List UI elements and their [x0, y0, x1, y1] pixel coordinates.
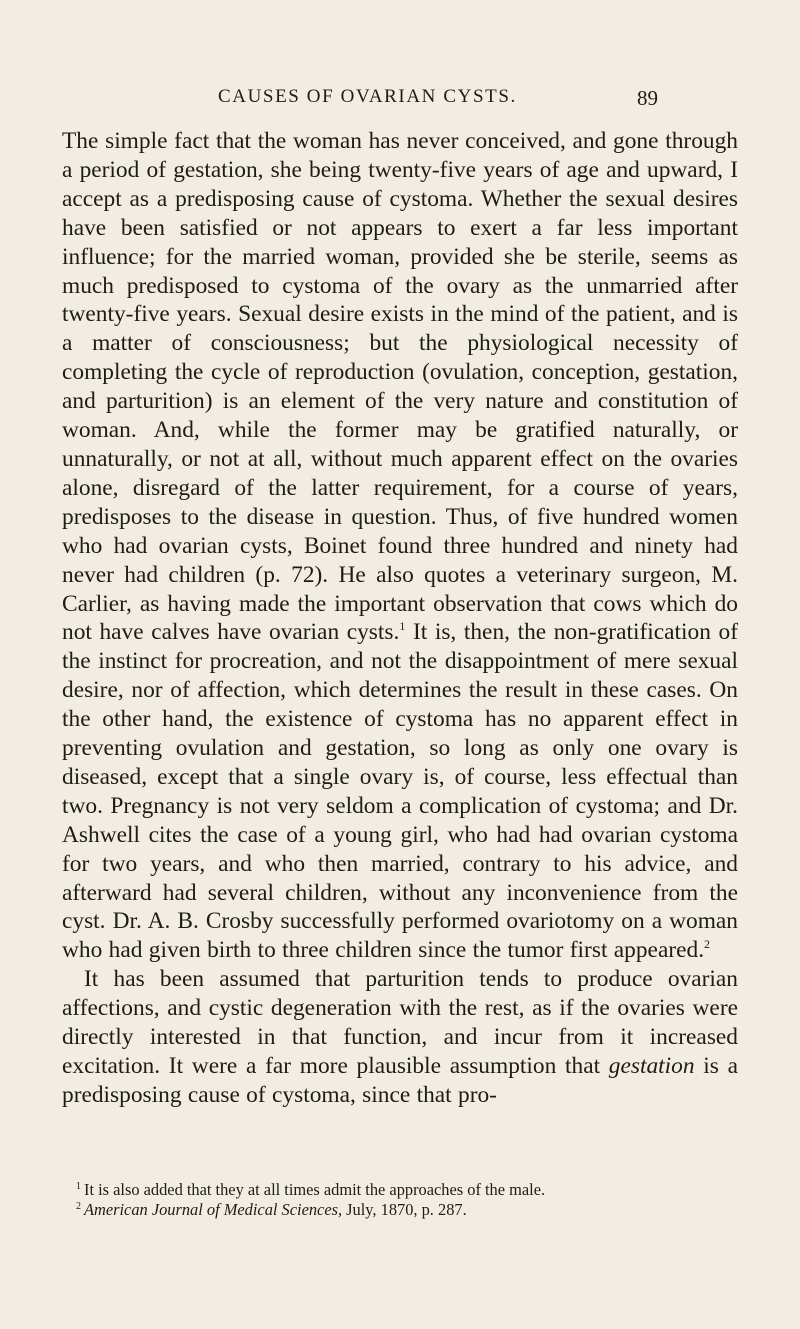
footnote-2-journal: American Journal of Medical Sciences,: [84, 1200, 343, 1219]
footnote-2: [62, 1200, 738, 1220]
footnote-2-mark: 2: [76, 1201, 81, 1212]
running-title: CAUSES OF OVARIAN CYSTS.: [218, 86, 517, 107]
footnote-ref-2: 2: [704, 937, 711, 952]
footnote-ref-1: 1: [399, 619, 406, 634]
page-number: 89: [637, 86, 658, 110]
footnote-1-mark: 1: [76, 1181, 81, 1192]
footnote-1: [62, 1180, 738, 1200]
paragraph-2-part-b: is a predisposing cause of cystoma, since that pro-: [62, 1053, 738, 1108]
paragraph-2: [62, 965, 738, 1110]
paragraph-2-part-a: It has been assumed that parturition tends to produce ovarian affections, and cystic degeneration with the rest, as if the ovaries were directly interested in that function, and incur from it increased excitation. It were a far more plausible assumption that: [62, 966, 738, 1079]
body-text: [62, 127, 738, 1110]
paragraph-1-part-b: It is, then, the non-gratification of the instinct for procreation, and not the disappointment of mere sexual desire, nor of affection, which determines the result in these cases. On the other hand, the existence of cystoma has no apparent effect in preventing ovulation and gestation, so long as only one ovary is diseased, except that a single ovary is, of course, less effectual than two. Pregnancy is not very seldom a complication of cystoma; and Dr. Ashwell cites the case of a young girl, who had had ovarian cystoma for two years, and who then married, contrary to his advice, and afterward had several children, without any inconvenience from the cyst. Dr. A. B. Crosby successfully performed ovariotomy on a woman who had given birth to three children since the tumor first appeared.: [62, 619, 738, 964]
footnotes: [62, 1180, 738, 1220]
paragraph-2-emphasis: gestation: [608, 1053, 695, 1079]
paragraph-1: [62, 127, 738, 965]
footnote-1-text: It is also added that they at all times admit the approaches of the male.: [84, 1180, 546, 1199]
paragraph-1-part-a: The simple fact that the woman has never conceived, and gone through a period of gestation, she being twenty-five years of age and upward, I accept as a predisposing cause of cystoma. Whether the sexual desires have been satisfied or not appears to exert a far less important influence; for the married woman, provided she be sterile, seems as much predisposed to cystoma of the ovary as the unmarried after twenty-five years. Sexual desire exists in the mind of the patient, and is a matter of consciousness; but the physiological necessity of completing the cycle of reproduction (ovulation, conception, gestation, and parturition) is an element of the very nature and constitution of woman. And, while the former may be gratified naturally, or unnaturally, or not at all, without much apparent effect on the ovaries alone, disregard of the latter requirement, for a course of years, predisposes to the disease in question. Thus, of five hundred women who had ovarian cysts, Boinet found three hundred and ninety had never had children (p. 72). He also quotes a veterinary surgeon, M. Carlier, as having made the important observation that cows which do not have calves have ovarian cysts.: [62, 128, 738, 646]
running-head: [0, 86, 800, 112]
footnote-2-text: July, 1870, p. 287.: [342, 1200, 467, 1219]
